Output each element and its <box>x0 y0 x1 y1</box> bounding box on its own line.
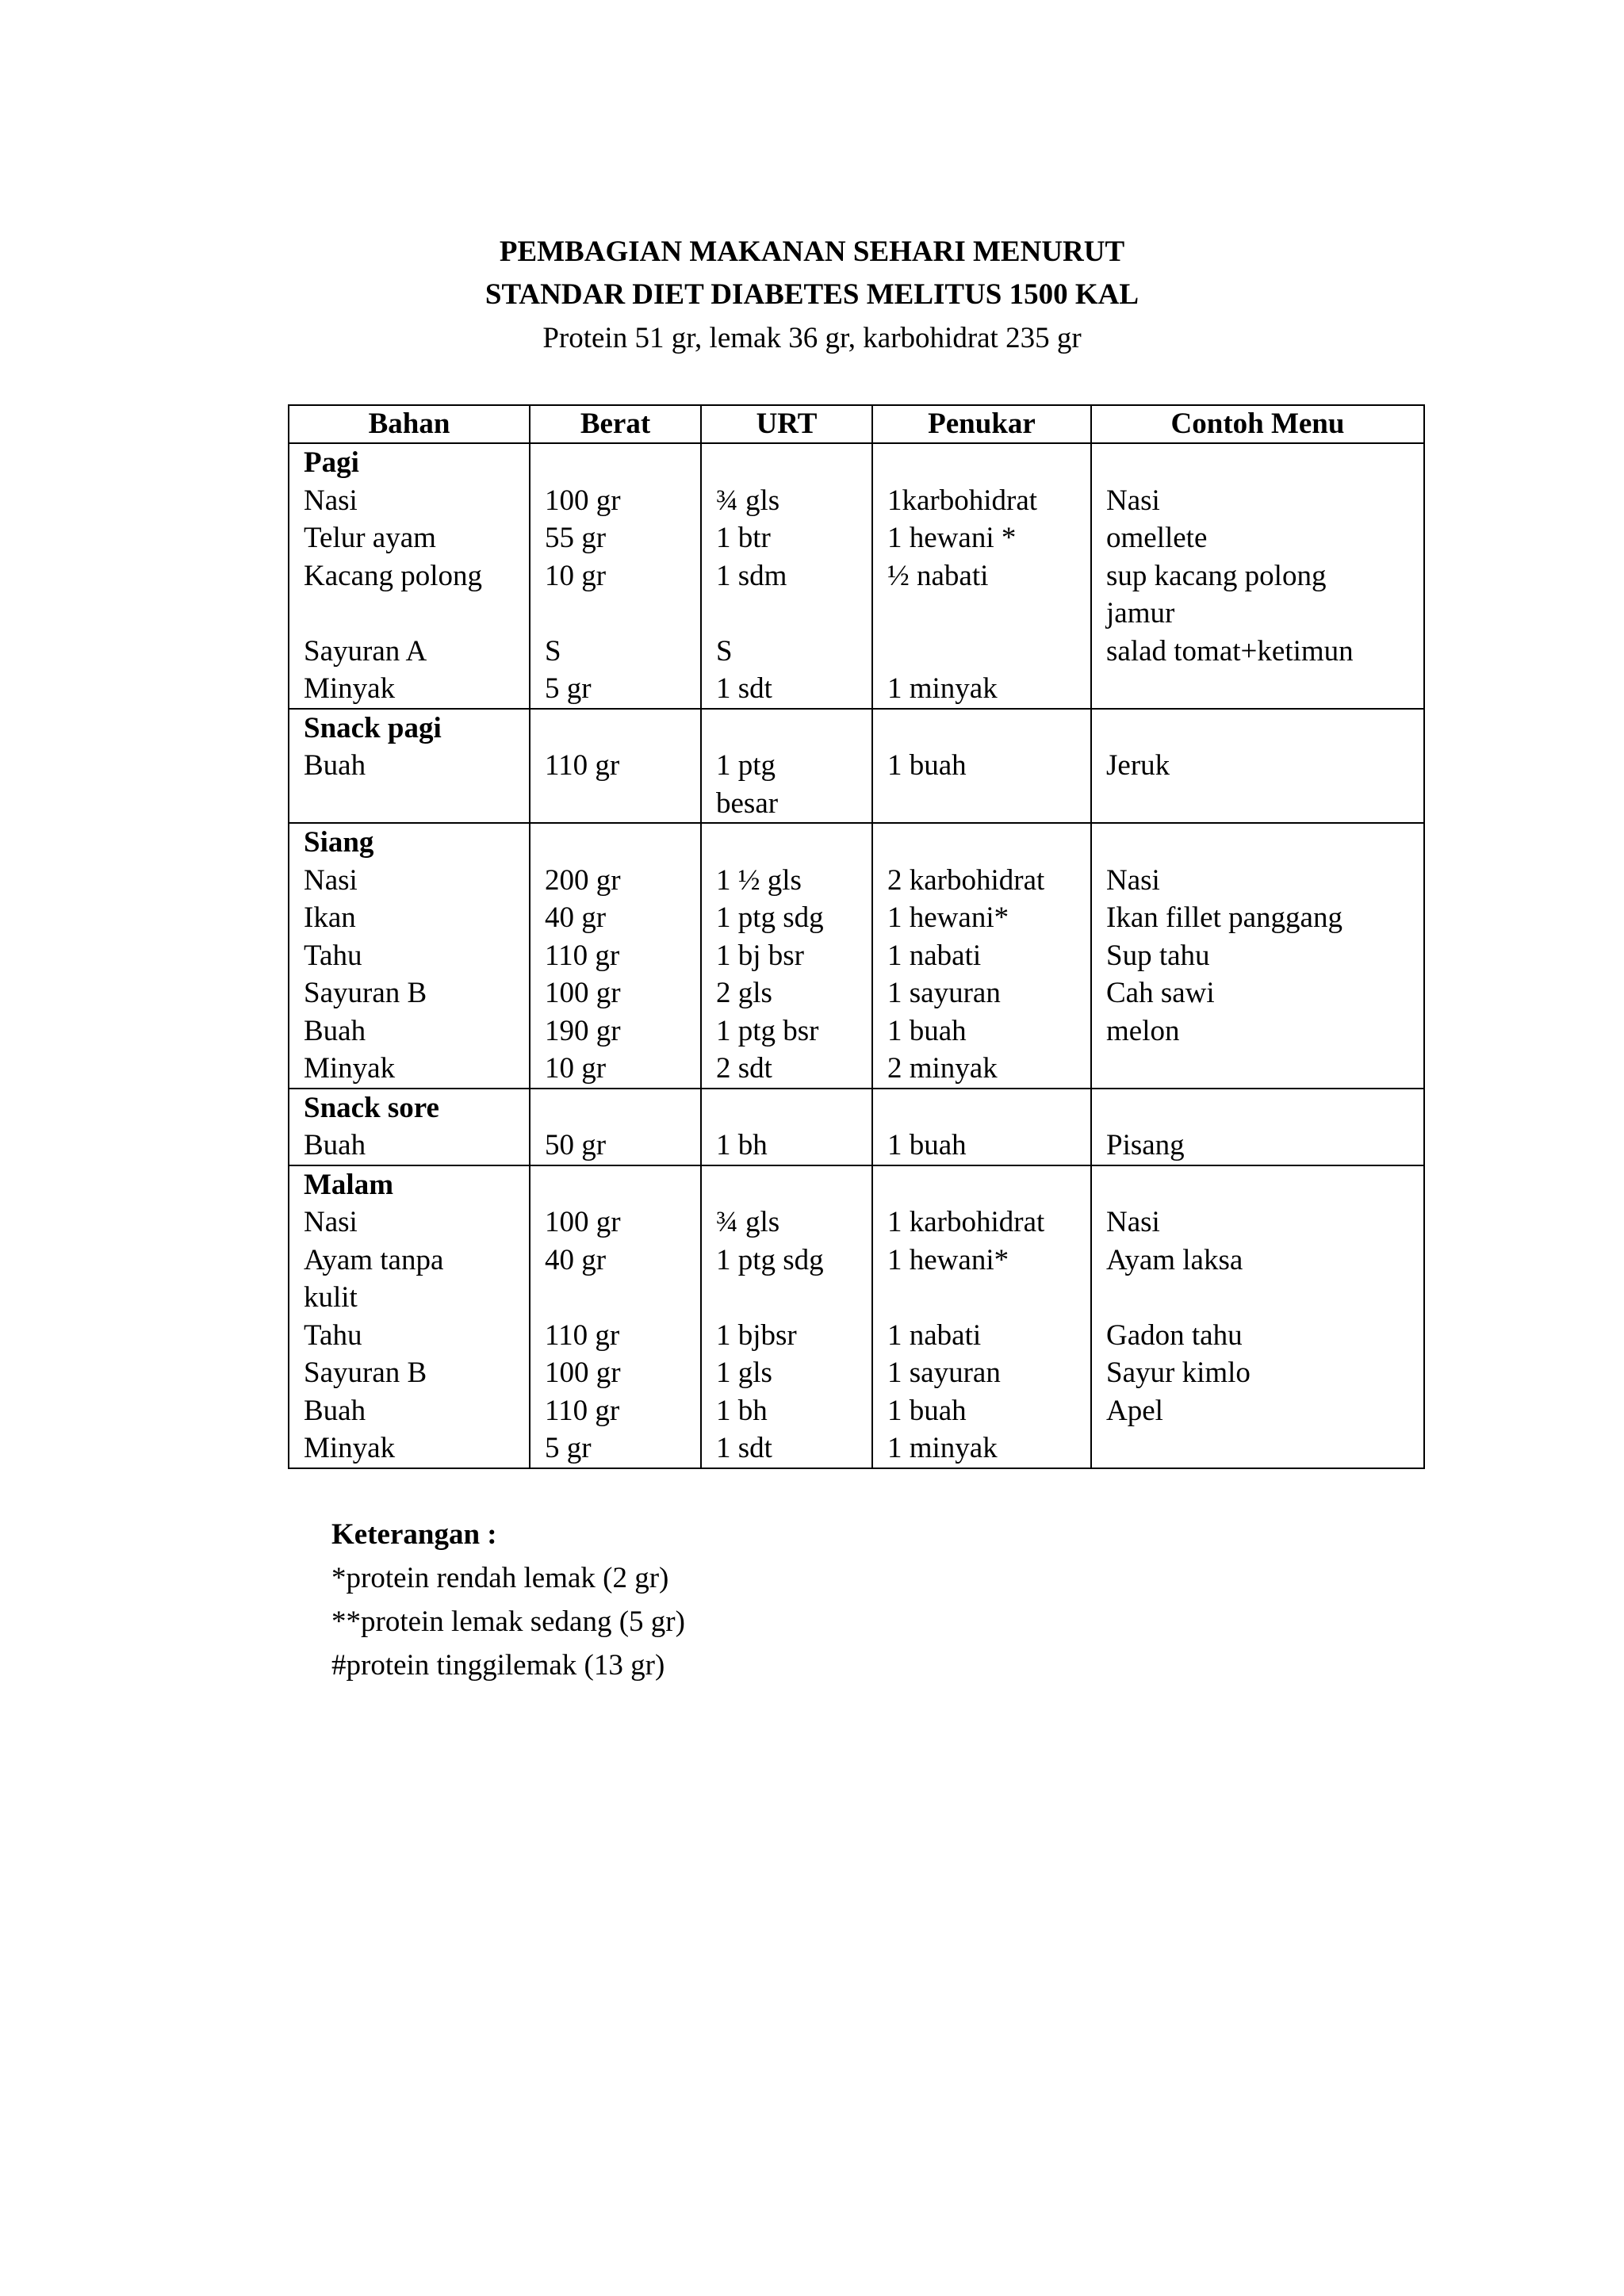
cell-line-penukar: 2 karbohidrat <box>887 863 1045 897</box>
cell-line-bahan: Sayuran A <box>304 634 427 668</box>
cell-line-bahan <box>304 785 529 823</box>
cell-line-berat: 190 gr <box>545 1014 621 1047</box>
cell-line-berat <box>545 595 700 633</box>
cell-line-penukar: 1 nabati <box>887 1318 982 1352</box>
cell-line-berat: 40 gr <box>545 1243 607 1276</box>
cell-line-penukar <box>887 595 1090 633</box>
cell-line-bahan: Tahu <box>304 939 362 972</box>
cell-line-menu: Nasi <box>1106 484 1160 517</box>
document-subtitle: Protein 51 gr, lemak 36 gr, karbohidrat 235 gr <box>542 322 1082 354</box>
cell-spacer <box>887 1166 1090 1204</box>
cell-line-bahan: Buah <box>304 1014 366 1047</box>
cell-line-urt: 1 sdt <box>716 1432 772 1464</box>
cell-penukar <box>872 823 1091 1089</box>
cell-line-menu: Nasi <box>1106 863 1160 897</box>
cell-line-menu <box>1106 1429 1423 1468</box>
cell-line-urt: 1 bh <box>716 1394 768 1427</box>
meal-section-row <box>289 709 1424 824</box>
cell-line-menu: melon <box>1106 1014 1180 1047</box>
note-item: **protein lemak sedang (5 gr) <box>331 1605 685 1638</box>
cell-line-menu: sup kacang polong <box>1106 559 1327 592</box>
cell-line-penukar: 1 hewani * <box>887 522 1017 554</box>
cell-line-penukar <box>887 633 1090 671</box>
cell-berat <box>530 823 701 1089</box>
cell-line-urt: 1 ptg sdg <box>716 901 824 934</box>
cell-line-penukar: 1 karbohidrat <box>887 1206 1045 1238</box>
cell-berat <box>530 709 701 824</box>
cell-penukar <box>872 709 1091 824</box>
meal-name: Malam <box>304 1168 394 1201</box>
cell-line-bahan: Buah <box>304 749 366 782</box>
cell-line-berat: 40 gr <box>545 901 607 934</box>
cell-line-bahan: Buah <box>304 1394 366 1427</box>
cell-penukar <box>872 443 1091 709</box>
cell-line-penukar: 1 nabati <box>887 939 982 972</box>
cell-line-berat: 100 gr <box>545 1206 621 1238</box>
cell-line-urt: 1 btr <box>716 522 771 554</box>
document-title-line-2: STANDAR DIET DIABETES MELITUS 1500 KAL <box>485 278 1139 311</box>
meal-name: Siang <box>304 826 374 859</box>
column-header-urt: URT <box>701 405 872 443</box>
cell-line-berat: 10 gr <box>545 559 607 592</box>
cell-line-urt <box>716 1279 871 1317</box>
cell-line-menu: omellete <box>1106 522 1208 554</box>
cell-line-berat <box>545 785 700 823</box>
cell-spacer <box>887 1089 1090 1127</box>
cell-line-urt: 1 sdt <box>716 672 772 705</box>
cell-line-berat: 10 gr <box>545 1052 607 1085</box>
cell-line-menu <box>1106 1050 1423 1088</box>
cell-line-bahan: Telur ayam <box>304 522 436 554</box>
cell-line-menu: Nasi <box>1106 1206 1160 1238</box>
cell-line-urt: 1 ½ gls <box>716 863 802 897</box>
cell-spacer <box>716 710 871 748</box>
cell-berat <box>530 443 701 709</box>
cell-spacer <box>887 444 1090 482</box>
cell-line-penukar: ½ nabati <box>887 559 989 592</box>
cell-line-urt: 1 gls <box>716 1357 772 1389</box>
cell-spacer <box>1106 444 1423 482</box>
cell-line-bahan: Minyak <box>304 672 396 705</box>
cell-menu <box>1091 1165 1424 1468</box>
table-header-row <box>289 405 1424 443</box>
note-item: *protein rendah lemak (2 gr) <box>331 1562 669 1594</box>
cell-line-penukar: 1karbohidrat <box>887 484 1038 517</box>
cell-spacer <box>545 824 700 862</box>
cell-line-penukar <box>887 1279 1090 1317</box>
cell-line-menu: jamur <box>1106 597 1175 629</box>
cell-urt <box>701 823 872 1089</box>
cell-line-urt: 2 gls <box>716 977 772 1009</box>
cell-spacer <box>716 444 871 482</box>
cell-line-menu: Apel <box>1106 1394 1163 1427</box>
meal-section-row <box>289 823 1424 1089</box>
cell-line-bahan: Sayuran B <box>304 977 427 1009</box>
cell-line-penukar: 1 sayuran <box>887 1357 1001 1389</box>
cell-bahan <box>289 443 530 709</box>
cell-line-penukar: 1 minyak <box>887 1432 998 1464</box>
cell-line-menu <box>1106 670 1423 708</box>
cell-spacer <box>545 1089 700 1127</box>
document-title-line-1: PEMBAGIAN MAKANAN SEHARI MENURUT <box>499 235 1125 268</box>
cell-line-menu: Ikan fillet panggang <box>1106 901 1342 934</box>
meal-name: Snack pagi <box>304 711 442 744</box>
cell-line-berat: S <box>545 634 561 668</box>
cell-menu <box>1091 1089 1424 1165</box>
cell-line-menu: Pisang <box>1106 1129 1185 1161</box>
cell-spacer <box>1106 1166 1423 1204</box>
cell-line-berat: 100 gr <box>545 977 621 1009</box>
cell-line-urt: 1 bh <box>716 1129 768 1161</box>
cell-line-berat: 5 gr <box>545 672 592 705</box>
cell-urt <box>701 443 872 709</box>
column-header-bahan: Bahan <box>289 405 530 443</box>
cell-spacer <box>716 824 871 862</box>
cell-line-bahan: Minyak <box>304 1052 396 1085</box>
diet-table <box>288 404 1425 1469</box>
cell-line-menu: Gadon tahu <box>1106 1318 1243 1352</box>
cell-bahan <box>289 1165 530 1468</box>
cell-berat <box>530 1165 701 1468</box>
cell-line-berat: 100 gr <box>545 1357 621 1389</box>
cell-line-penukar: 1 minyak <box>887 672 998 705</box>
meal-name: Pagi <box>304 446 359 479</box>
cell-line-bahan: Sayuran B <box>304 1357 427 1389</box>
cell-line-penukar: 1 buah <box>887 1129 967 1161</box>
cell-line-urt: 2 sdt <box>716 1052 772 1085</box>
cell-line-menu: Sayur kimlo <box>1106 1357 1251 1389</box>
cell-line-bahan: Ikan <box>304 901 356 934</box>
cell-menu <box>1091 443 1424 709</box>
cell-line-menu <box>1106 785 1423 823</box>
cell-bahan <box>289 823 530 1089</box>
cell-bahan <box>289 1089 530 1165</box>
cell-penukar <box>872 1165 1091 1468</box>
meal-section-row <box>289 1089 1424 1165</box>
cell-line-penukar <box>887 785 1090 823</box>
meal-name: Snack sore <box>304 1091 439 1124</box>
cell-bahan <box>289 709 530 824</box>
meal-section-row <box>289 1165 1424 1468</box>
cell-line-penukar: 1 buah <box>887 1014 967 1047</box>
cell-line-urt: 1 bj bsr <box>716 939 804 972</box>
cell-line-bahan: Buah <box>304 1129 366 1161</box>
table-body <box>289 443 1424 1468</box>
meal-section-row <box>289 443 1424 709</box>
cell-line-urt: 1 sdm <box>716 559 787 592</box>
cell-line-menu: Ayam laksa <box>1106 1243 1243 1276</box>
cell-urt <box>701 1165 872 1468</box>
cell-line-urt: 1 ptg bsr <box>716 1014 819 1047</box>
cell-spacer <box>716 1166 871 1204</box>
cell-line-penukar: 1 hewani* <box>887 1243 1009 1276</box>
column-header-penukar: Penukar <box>872 405 1091 443</box>
cell-menu <box>1091 823 1424 1089</box>
cell-line-bahan: Ayam tanpa <box>304 1243 444 1276</box>
cell-line-bahan: kulit <box>304 1281 358 1314</box>
cell-line-bahan: Nasi <box>304 1206 358 1238</box>
cell-line-penukar: 1 hewani* <box>887 901 1009 934</box>
cell-line-penukar: 1 sayuran <box>887 977 1001 1009</box>
cell-line-menu: Sup tahu <box>1106 939 1210 972</box>
cell-spacer <box>1106 1089 1423 1127</box>
cell-spacer <box>887 710 1090 748</box>
cell-line-bahan: Kacang polong <box>304 559 483 592</box>
cell-line-menu: salad tomat+ketimun <box>1106 634 1354 668</box>
notes-heading: Keterangan : <box>331 1518 497 1551</box>
cell-spacer <box>545 1166 700 1204</box>
cell-spacer <box>887 824 1090 862</box>
cell-spacer <box>545 710 700 748</box>
column-header-berat: Berat <box>530 405 701 443</box>
cell-line-penukar: 1 buah <box>887 1394 967 1427</box>
cell-line-berat: 50 gr <box>545 1129 607 1161</box>
cell-line-penukar: 1 buah <box>887 749 967 782</box>
cell-line-urt <box>716 595 871 633</box>
cell-line-urt: ¾ gls <box>716 484 780 517</box>
cell-line-berat: 200 gr <box>545 863 621 897</box>
cell-line-bahan: Minyak <box>304 1432 396 1464</box>
cell-penukar <box>872 1089 1091 1165</box>
cell-line-berat: 100 gr <box>545 484 621 517</box>
cell-spacer <box>545 444 700 482</box>
cell-line-berat: 110 gr <box>545 939 620 972</box>
cell-line-urt: 1 ptg <box>716 749 776 782</box>
cell-line-urt: 1 bjbsr <box>716 1318 797 1352</box>
cell-spacer <box>1106 710 1423 748</box>
cell-line-bahan <box>304 595 529 633</box>
cell-line-berat: 110 gr <box>545 749 620 782</box>
cell-line-berat <box>545 1279 700 1317</box>
cell-menu <box>1091 709 1424 824</box>
cell-line-berat: 110 gr <box>545 1394 620 1427</box>
cell-line-bahan: Tahu <box>304 1318 362 1352</box>
cell-line-penukar: 2 minyak <box>887 1052 998 1085</box>
cell-spacer <box>716 1089 871 1127</box>
cell-urt <box>701 709 872 824</box>
cell-line-menu <box>1106 1279 1423 1317</box>
cell-line-urt: 1 ptg sdg <box>716 1243 824 1276</box>
column-header-contoh-menu: Contoh Menu <box>1091 405 1424 443</box>
note-item: #protein tinggilemak (13 gr) <box>331 1649 665 1682</box>
cell-line-berat: 5 gr <box>545 1432 592 1464</box>
cell-line-urt: S <box>716 634 733 668</box>
cell-spacer <box>1106 824 1423 862</box>
cell-line-menu: Cah sawi <box>1106 977 1215 1009</box>
cell-urt <box>701 1089 872 1165</box>
cell-line-bahan: Nasi <box>304 863 358 897</box>
cell-line-urt: ¾ gls <box>716 1206 780 1238</box>
cell-line-bahan: Nasi <box>304 484 358 517</box>
cell-berat <box>530 1089 701 1165</box>
cell-line-menu: Jeruk <box>1106 749 1170 782</box>
cell-line-urt: besar <box>716 786 779 820</box>
cell-line-berat: 55 gr <box>545 522 607 554</box>
notes-section <box>331 1513 685 1687</box>
cell-line-berat: 110 gr <box>545 1318 620 1352</box>
